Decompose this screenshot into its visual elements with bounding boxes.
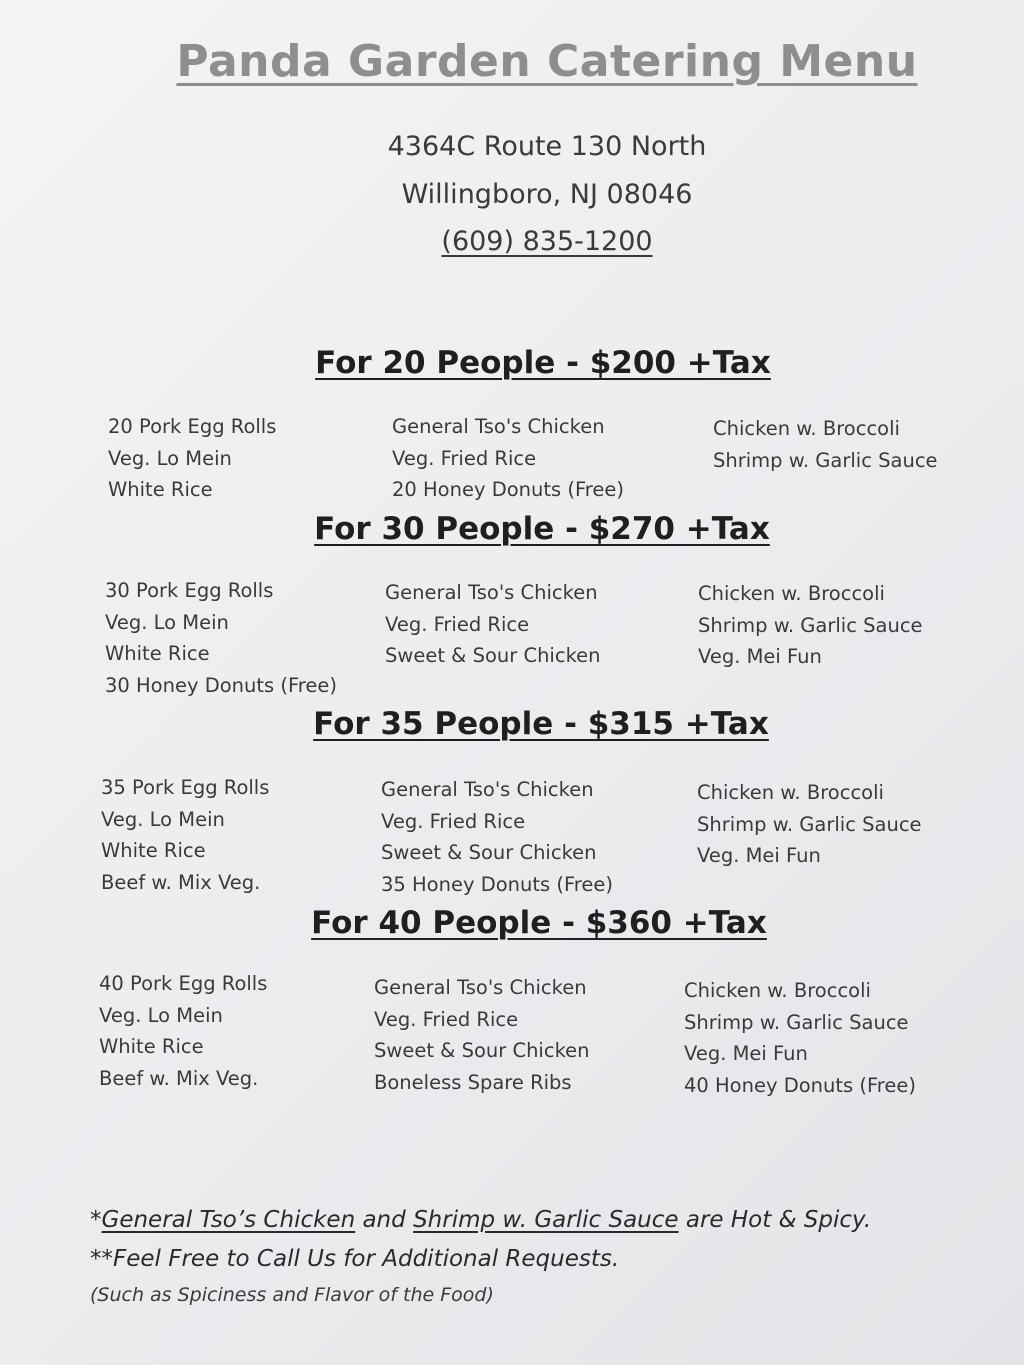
spicy-note: [90, 1200, 990, 1240]
package-column-2: [374, 972, 590, 1098]
package-column-3: [684, 975, 916, 1101]
package-heading: [239, 905, 839, 941]
menu-item: Veg. Lo Mein: [108, 446, 232, 470]
package-column-2: [381, 774, 613, 900]
menu-item: Veg. Fried Rice: [392, 446, 537, 470]
package-heading: [242, 511, 842, 547]
menu-item: 30 Honey Donuts (Free): [105, 673, 337, 697]
package-heading-text: For 35 People - $315 +Tax: [313, 706, 769, 742]
package-column-1: [101, 772, 269, 898]
menu-item: Chicken w. Broccoli: [698, 582, 885, 605]
spicy-note-suffix: are Hot & Spicy.: [678, 1207, 872, 1233]
menu-title: [0, 36, 1024, 87]
menu-item: Veg. Fried Rice: [381, 809, 526, 833]
menu-item: Chicken w. Broccoli: [684, 979, 871, 1002]
menu-item: Veg. Fried Rice: [374, 1007, 519, 1031]
package-column-3: [713, 413, 938, 476]
menu-item: Veg. Fried Rice: [385, 612, 530, 636]
package-column-2: [392, 411, 624, 506]
package-column-3: [697, 777, 922, 872]
menu-item: Veg. Lo Mein: [101, 807, 225, 831]
menu-item: Shrimp w. Garlic Sauce: [684, 1010, 909, 1034]
menu-item: General Tso's Chicken: [392, 415, 605, 438]
address-line-1: 4364C Route 130 North: [387, 131, 707, 162]
menu-item: Boneless Spare Ribs: [374, 1070, 572, 1094]
menu-item: General Tso's Chicken: [385, 581, 598, 604]
phone-number-text: (609) 835-1200: [441, 226, 653, 257]
menu-item: Beef w. Mix Veg.: [99, 1066, 259, 1090]
menu-item: 30 Pork Egg Rolls: [105, 579, 274, 602]
package-heading: [241, 706, 841, 742]
package-column-1: [105, 575, 337, 701]
menu-item: Chicken w. Broccoli: [713, 417, 900, 440]
menu-item: Veg. Mei Fun: [697, 844, 821, 867]
menu-item: Sweet & Sour Chicken: [385, 644, 601, 667]
menu-item: General Tso's Chicken: [381, 778, 594, 801]
menu-item: 20 Honey Donuts (Free): [392, 478, 624, 501]
menu-item: Veg. Mei Fun: [684, 1042, 808, 1065]
package-heading-text: For 30 People - $270 +Tax: [314, 511, 770, 547]
menu-item: Beef w. Mix Veg.: [101, 870, 261, 894]
menu-item: Chicken w. Broccoli: [697, 781, 884, 804]
package-heading: [243, 345, 843, 381]
menu-item: Shrimp w. Garlic Sauce: [698, 613, 923, 637]
spicy-note-and: and: [355, 1207, 414, 1233]
address-line-2: Willingboro, NJ 08046: [401, 179, 693, 210]
menu-item: White Rice: [101, 839, 206, 862]
menu-item: General Tso's Chicken: [374, 976, 587, 999]
menu-item: Veg. Lo Mein: [99, 1003, 223, 1027]
menu-item: Sweet & Sour Chicken: [381, 841, 597, 864]
requests-note-detail: (Such as Spiciness and Flavor of the Food): [90, 1284, 494, 1306]
menu-item: White Rice: [99, 1035, 204, 1058]
phone-number: [0, 226, 1024, 257]
menu-item: 35 Pork Egg Rolls: [101, 776, 270, 799]
package-heading-text: For 40 People - $360 +Tax: [311, 905, 767, 941]
menu-item: Shrimp w. Garlic Sauce: [697, 812, 922, 836]
menu-item: 40 Honey Donuts (Free): [684, 1073, 916, 1097]
package-column-1: [108, 411, 276, 506]
menu-item: 20 Pork Egg Rolls: [108, 415, 277, 438]
package-column-2: [385, 577, 601, 672]
package-heading-text: For 20 People - $200 +Tax: [315, 345, 771, 381]
footnotes: [90, 1200, 990, 1312]
menu-item: Sweet & Sour Chicken: [374, 1039, 590, 1062]
menu-item: 35 Honey Donuts (Free): [381, 872, 613, 896]
menu-item: 40 Pork Egg Rolls: [99, 972, 268, 995]
menu-item: White Rice: [108, 478, 213, 501]
menu-item: White Rice: [105, 642, 210, 665]
package-column-3: [698, 578, 923, 673]
menu-item: Veg. Mei Fun: [698, 645, 822, 668]
spicy-note-marker: *: [90, 1207, 102, 1233]
menu-item: Shrimp w. Garlic Sauce: [713, 448, 938, 472]
menu-title-text: Panda Garden Catering Menu: [176, 36, 918, 87]
spicy-dish-1: General Tso’s Chicken: [101, 1207, 356, 1233]
requests-note: **Feel Free to Call Us for Additional Requests.: [90, 1246, 620, 1272]
package-column-1: [99, 968, 267, 1094]
spicy-dish-2: Shrimp w. Garlic Sauce: [413, 1207, 679, 1233]
menu-item: Veg. Lo Mein: [105, 610, 229, 634]
